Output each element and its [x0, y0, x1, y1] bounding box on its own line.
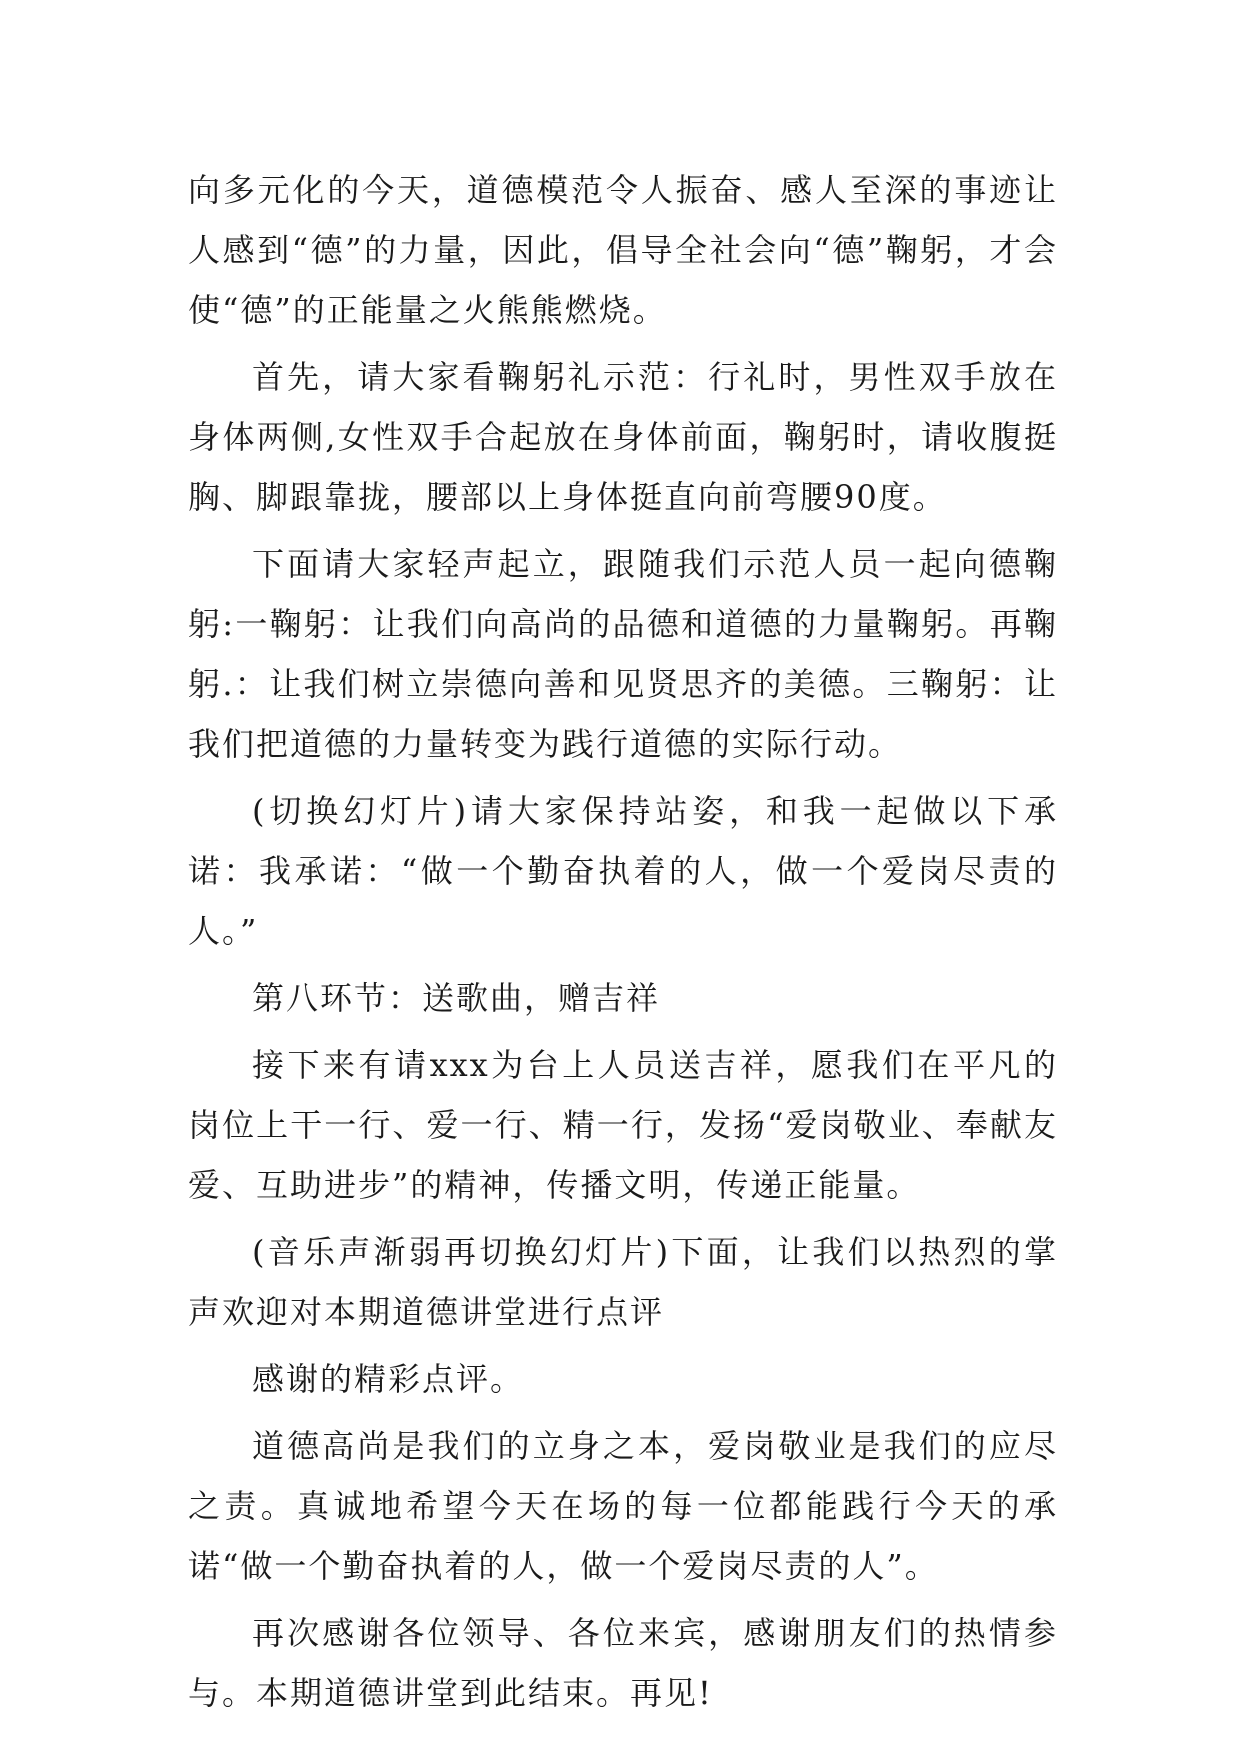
section-heading-eighth: 第八环节：送歌曲，赠吉祥	[252, 979, 661, 1017]
paragraph-conclusion: 道德高尚是我们的立身之本，爱岗敬业是我们的应尽之责。真诚地希望今天在场的每一位都能践行今天的承诺“做一个勤奋执着的人，做一个爱岗尽责的人”。	[188, 1427, 1058, 1585]
paragraph-bow-demo: 首先，请大家看鞠躬礼示范：行礼时，男性双手放在身体两侧,女性双手合起放在身体前面，鞠躬时，请收腹挺胸、脚跟靠拢，腰部以上身体挺直向前弯腰90度。	[188, 358, 1058, 516]
paragraph-thanks-review: 感谢的精彩点评。	[252, 1360, 525, 1398]
document-body	[188, 160, 1058, 1723]
paragraph-blessing: 接下来有请xxx为台上人员送吉祥，愿我们在平凡的岗位上干一行、爱一行、精一行，发扬“爱岗敬业、奉献友爱、互助进步”的精神，传播文明，传递正能量。	[188, 1046, 1058, 1204]
paragraph-closing: 再次感谢各位领导、各位来宾，感谢朋友们的热情参与。本期道德讲堂到此结束。再见!	[188, 1614, 1058, 1712]
paragraph-review-intro: (音乐声渐弱再切换幻灯片)下面，让我们以热烈的掌声欢迎对本期道德讲堂进行点评	[188, 1233, 1058, 1331]
paragraph-pledge: (切换幻灯片)请大家保持站姿，和我一起做以下承诺：我承诺：“做一个勤奋执着的人，做一个爱岗尽责的人。”	[188, 792, 1058, 950]
paragraph-bow-sequence: 下面请大家轻声起立，跟随我们示范人员一起向德鞠躬:一鞠躬：让我们向高尚的品德和道德的力量鞠躬。再鞠躬.：让我们树立崇德向善和见贤思齐的美德。三鞠躬：让我们把道德的力量转变为践行道德的实际行动。	[188, 545, 1058, 763]
paragraph-continuation: 向多元化的今天，道德模范令人振奋、感人至深的事迹让人感到“德”的力量，因此，倡导全社会向“德”鞠躬，才会使“德”的正能量之火熊熊燃烧。	[188, 171, 1058, 329]
